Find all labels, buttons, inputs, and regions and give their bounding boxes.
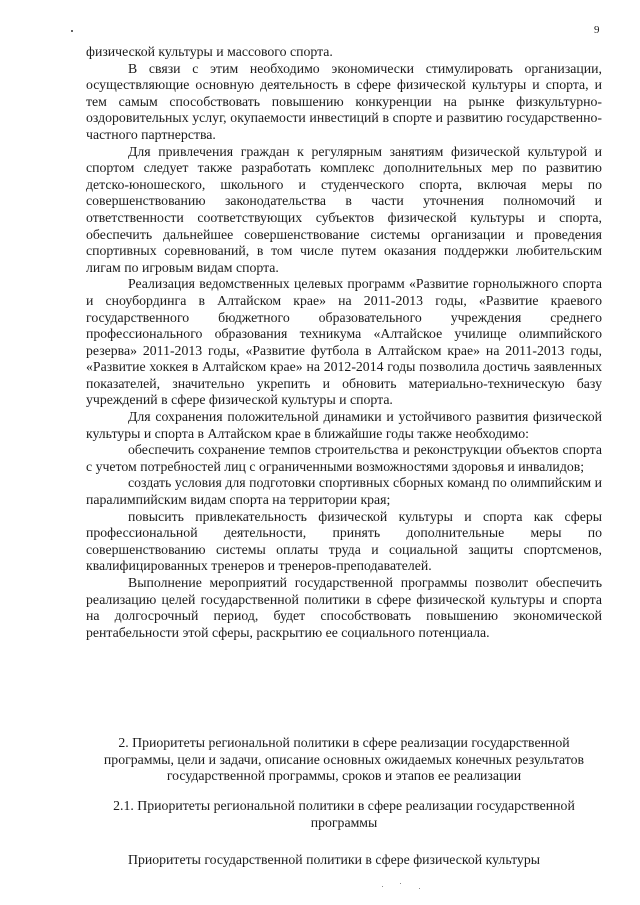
- list-item: обеспечить сохранение темпов строительства и реконструкции объектов спорта с учетом потребностей лиц с ограниченными возможностями здоровья и инвалидов;: [86, 442, 602, 474]
- paragraph: Для сохранения положительной динамики и устойчивого развития физической культуры и спорта в Алтайском крае в ближайшие годы также необходимо:: [86, 409, 602, 441]
- paragraph: Приоритеты государственной политики в сфере физической культуры: [128, 852, 540, 867]
- list-item: создать условия для подготовки спортивных сборных команд по олимпийским и паралимпийским видам спорта на территории края;: [86, 475, 602, 508]
- scan-mark: [71, 30, 73, 32]
- body-text: [86, 44, 602, 641]
- scan-specks: [378, 880, 438, 900]
- page-number: 9: [594, 24, 600, 36]
- paragraph: физической культуры и массового спорта.: [86, 44, 333, 59]
- section-heading: 2. Приоритеты региональной политики в сфере реализации государственной программы, цели и задачи, описание основных ожидаемых конечных результатов государственной программы, сроков и этапов ее реализации: [103, 735, 585, 784]
- paragraph: Реализация ведомственных целевых программ «Развитие горнолыжного спорта и сноубординга в Алтайском крае» на 2011-2013 годы, «Развитие краевого государственного бюджетного образовательного учреждения среднего профессионального образования техникума «Алтайское училище олимпийского резерва» 2011-2013 годы, «Развитие футбола в Алтайском крае» на 2011-2013 годы, «Развитие хоккея в Алтайском крае» на 2012-2014 годы позволила достичь заявленных показателей, значительно укрепить и обновить материально-техническую базу учреждений в сфере физической культуры и спорта.: [86, 276, 602, 408]
- list-item: повысить привлекательность физической культуры и спорта как сферы профессиональной деятельности, принять дополнительные меры по совершенствованию системы оплаты труда и социальной защиты спортсменов, квалифицированных тренеров и тренеров-преподавателей.: [86, 508, 602, 574]
- paragraph: Для привлечения граждан к регулярным занятиям физической культурой и спортом следует также разработать комплекс дополнительных мер по развитию детско-юношеского, школьного и студенческого спорта, включая меры по совершенствованию законодательства в части уточнения полномочий и ответственности соответствующих субъектов физической культуры и спорта, обеспечить дальнейшее совершенствование системы организации и проведения спортивных соревнований, в том числе путем оказания поддержки любительским лигам по игровым видам спорта.: [86, 143, 602, 275]
- paragraph: Выполнение мероприятий государственной программы позволит обеспечить реализацию целей государственной политики в сфере физической культуры и спорта на долгосрочный период, будет способствовать повышению экономической рентабельности этой сферы, раскрытию ее социального потенциала.: [86, 575, 602, 640]
- paragraph: В связи с этим необходимо экономически стимулировать организации, осуществляющие основную деятельность в сфере физической культуры и спорта, и тем самым способствовать повышению конкуренции на рынке физкультурно-оздоровительных услуг, окупаемости инвестиций в спорте и развитию государственно-частного партнерства.: [86, 60, 602, 142]
- subsection-heading: 2.1. Приоритеты региональной политики в сфере реализации государственной программы: [113, 798, 575, 830]
